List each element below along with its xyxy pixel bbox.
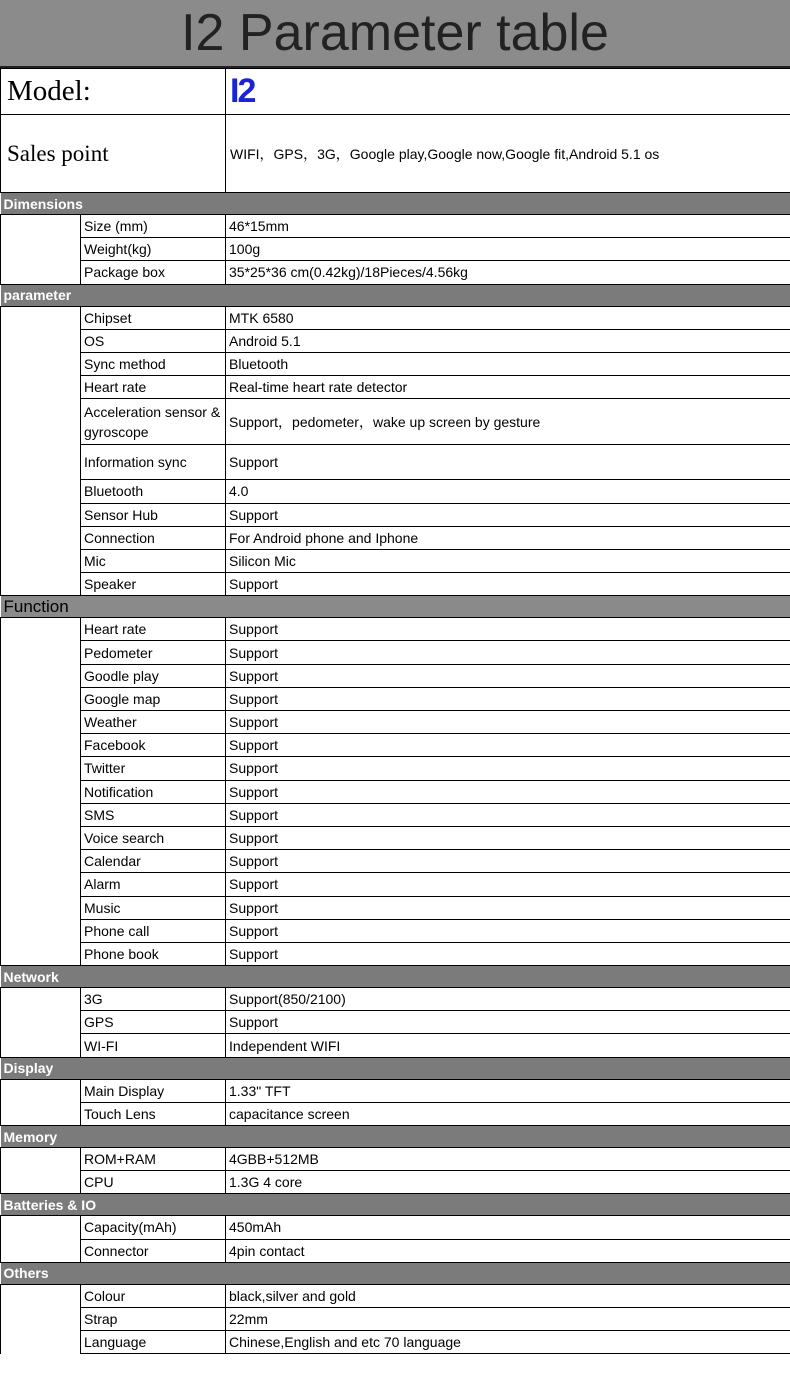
row-value: Support (226, 573, 790, 596)
table-row (1, 664, 790, 687)
row-value: Chinese,English and etc 70 language (226, 1331, 790, 1354)
row-label: WI-FI (81, 1034, 226, 1057)
row-label: OS (81, 329, 226, 352)
table-row (1, 503, 790, 526)
table-row (1, 1331, 790, 1354)
row-value: Support (226, 664, 790, 687)
table-row (1, 803, 790, 826)
table-row (1, 1079, 790, 1102)
row-spacer (1, 1034, 81, 1057)
row-label: Capacity(mAh) (81, 1216, 226, 1239)
row-value: Support (226, 919, 790, 942)
row-spacer (1, 1216, 81, 1239)
section-title: Memory (1, 1126, 790, 1148)
row-label: Notification (81, 780, 226, 803)
parameter-table (0, 68, 790, 1354)
row-value: For Android phone and Iphone (226, 526, 790, 549)
table-row (1, 329, 790, 352)
section-header-parameter (1, 284, 790, 306)
table-row (1, 780, 790, 803)
row-label: Information sync (81, 445, 226, 480)
table-row (1, 1034, 790, 1057)
row-spacer (1, 480, 81, 503)
row-value: 100g (226, 238, 790, 261)
row-spacer (1, 1079, 81, 1102)
model-label: Model: (1, 69, 226, 115)
row-value: Support (226, 445, 790, 480)
row-spacer (1, 352, 81, 375)
row-spacer (1, 664, 81, 687)
row-value: Support (226, 780, 790, 803)
row-label: Connector (81, 1239, 226, 1262)
row-label: GPS (81, 1011, 226, 1034)
row-value: Support (226, 503, 790, 526)
row-label: Goodle play (81, 664, 226, 687)
row-value: Support (226, 896, 790, 919)
row-spacer (1, 549, 81, 572)
row-value: 4pin contact (226, 1239, 790, 1262)
row-spacer (1, 526, 81, 549)
row-spacer (1, 445, 81, 480)
section-title: Others (1, 1262, 790, 1284)
table-row (1, 850, 790, 873)
table-row (1, 641, 790, 664)
table-row (1, 215, 790, 238)
row-spacer (1, 1284, 81, 1307)
row-label: Connection (81, 526, 226, 549)
section-title: parameter (1, 284, 790, 306)
row-spacer (1, 850, 81, 873)
row-spacer (1, 942, 81, 965)
table-row (1, 896, 790, 919)
row-value: Support (226, 711, 790, 734)
row-value: 35*25*36 cm(0.42kg)/18Pieces/4.56kg (226, 261, 790, 284)
row-value: 1.3G 4 core (226, 1171, 790, 1194)
table-row (1, 757, 790, 780)
row-spacer (1, 306, 81, 329)
table-row (1, 1171, 790, 1194)
row-value: Bluetooth (226, 352, 790, 375)
row-label: Strap (81, 1307, 226, 1330)
table-row (1, 445, 790, 480)
row-label: Heart rate (81, 376, 226, 399)
row-spacer (1, 896, 81, 919)
row-spacer (1, 215, 81, 238)
row-label: Music (81, 896, 226, 919)
row-value: 46*15mm (226, 215, 790, 238)
row-value: Silicon Mic (226, 549, 790, 572)
row-label: Speaker (81, 573, 226, 596)
section-header-batteries (1, 1194, 790, 1216)
row-label: Pedometer (81, 641, 226, 664)
row-label: Chipset (81, 306, 226, 329)
table-row (1, 376, 790, 399)
row-label: Package box (81, 261, 226, 284)
table-row (1, 1216, 790, 1239)
table-row (1, 1307, 790, 1330)
row-value: Support (226, 873, 790, 896)
row-spacer (1, 919, 81, 942)
section-header-dimensions (1, 193, 790, 215)
row-value: 450mAh (226, 1216, 790, 1239)
row-label: Alarm (81, 873, 226, 896)
row-value: Support (226, 942, 790, 965)
page-title: I2 Parameter table (181, 4, 609, 62)
row-label: Touch Lens (81, 1102, 226, 1125)
row-label: Bluetooth (81, 480, 226, 503)
row-value: Support (226, 850, 790, 873)
row-value: black,silver and gold (226, 1284, 790, 1307)
row-label: Weight(kg) (81, 238, 226, 261)
table-row (1, 711, 790, 734)
row-label: Mic (81, 549, 226, 572)
row-spacer (1, 1011, 81, 1034)
table-row (1, 238, 790, 261)
row-label: Weather (81, 711, 226, 734)
table-row (1, 1284, 790, 1307)
row-spacer (1, 711, 81, 734)
row-value: 1.33" TFT (226, 1079, 790, 1102)
row-label: Size (mm) (81, 215, 226, 238)
row-label: 3G (81, 988, 226, 1011)
section-header-others (1, 1262, 790, 1284)
row-value: Support (226, 687, 790, 710)
table-row (1, 526, 790, 549)
row-label: ROM+RAM (81, 1148, 226, 1171)
row-spacer (1, 1148, 81, 1171)
row-label: Colour (81, 1284, 226, 1307)
table-row (1, 1011, 790, 1034)
sales-point-value: WIFI，GPS，3G，Google play,Google now,Google fit,Android 5.1 os (226, 115, 790, 193)
row-label: Heart rate (81, 618, 226, 641)
row-label: Calendar (81, 850, 226, 873)
row-spacer (1, 573, 81, 596)
row-label: Language (81, 1331, 226, 1354)
row-value: Support (226, 803, 790, 826)
row-spacer (1, 261, 81, 284)
row-spacer (1, 1171, 81, 1194)
row-spacer (1, 329, 81, 352)
row-value: Independent WIFI (226, 1034, 790, 1057)
section-header-display (1, 1057, 790, 1079)
section-title: Batteries & IO (1, 1194, 790, 1216)
row-value: Android 5.1 (226, 329, 790, 352)
row-value: Real-time heart rate detector (226, 376, 790, 399)
row-spacer (1, 988, 81, 1011)
row-spacer (1, 1307, 81, 1330)
row-label: Sensor Hub (81, 503, 226, 526)
row-label: Voice search (81, 826, 226, 849)
row-label: CPU (81, 1171, 226, 1194)
row-spacer (1, 734, 81, 757)
row-spacer (1, 1102, 81, 1125)
row-label: Phone call (81, 919, 226, 942)
table-row (1, 734, 790, 757)
row-spacer (1, 503, 81, 526)
row-label: Facebook (81, 734, 226, 757)
table-row (1, 942, 790, 965)
row-spacer (1, 780, 81, 803)
section-title: Function (1, 596, 790, 618)
section-title: Dimensions (1, 193, 790, 215)
row-value: Support，pedometer，wake up screen by gesture (226, 399, 790, 445)
sales-point-row (1, 115, 790, 193)
row-value: MTK 6580 (226, 306, 790, 329)
table-row (1, 399, 790, 445)
row-spacer (1, 399, 81, 445)
row-value: Support (226, 826, 790, 849)
row-spacer (1, 687, 81, 710)
section-title: Network (1, 966, 790, 988)
row-spacer (1, 1331, 81, 1354)
row-label: Phone book (81, 942, 226, 965)
row-value: Support (226, 757, 790, 780)
table-row (1, 988, 790, 1011)
table-row (1, 261, 790, 284)
table-row (1, 873, 790, 896)
sales-point-label: Sales point (1, 115, 226, 193)
row-spacer (1, 803, 81, 826)
row-spacer (1, 376, 81, 399)
row-value: capacitance screen (226, 1102, 790, 1125)
row-value: 4.0 (226, 480, 790, 503)
table-row (1, 1148, 790, 1171)
row-value: Support (226, 641, 790, 664)
table-row (1, 1102, 790, 1125)
table-row (1, 306, 790, 329)
row-spacer (1, 641, 81, 664)
row-value: 22mm (226, 1307, 790, 1330)
row-spacer (1, 873, 81, 896)
row-label: Twitter (81, 757, 226, 780)
row-spacer (1, 618, 81, 641)
table-row (1, 826, 790, 849)
model-value: I2 (226, 69, 790, 115)
table-row (1, 919, 790, 942)
row-label: Sync method (81, 352, 226, 375)
page-title-bar (0, 0, 790, 68)
table-row (1, 573, 790, 596)
row-spacer (1, 1239, 81, 1262)
row-label: Acceleration sensor & gyroscope (81, 399, 226, 445)
section-header-function (1, 596, 790, 618)
table-row (1, 687, 790, 710)
row-spacer (1, 826, 81, 849)
row-spacer (1, 238, 81, 261)
row-spacer (1, 757, 81, 780)
row-value: Support (226, 1011, 790, 1034)
row-label: Main Display (81, 1079, 226, 1102)
table-row (1, 549, 790, 572)
table-row (1, 1239, 790, 1262)
row-label: SMS (81, 803, 226, 826)
row-value: Support(850/2100) (226, 988, 790, 1011)
row-value: Support (226, 618, 790, 641)
row-value: Support (226, 734, 790, 757)
table-row (1, 480, 790, 503)
row-value: 4GBB+512MB (226, 1148, 790, 1171)
section-title: Display (1, 1057, 790, 1079)
model-row (1, 69, 790, 115)
table-row (1, 618, 790, 641)
table-row (1, 352, 790, 375)
section-header-network (1, 966, 790, 988)
row-label: Google map (81, 687, 226, 710)
section-header-memory (1, 1126, 790, 1148)
